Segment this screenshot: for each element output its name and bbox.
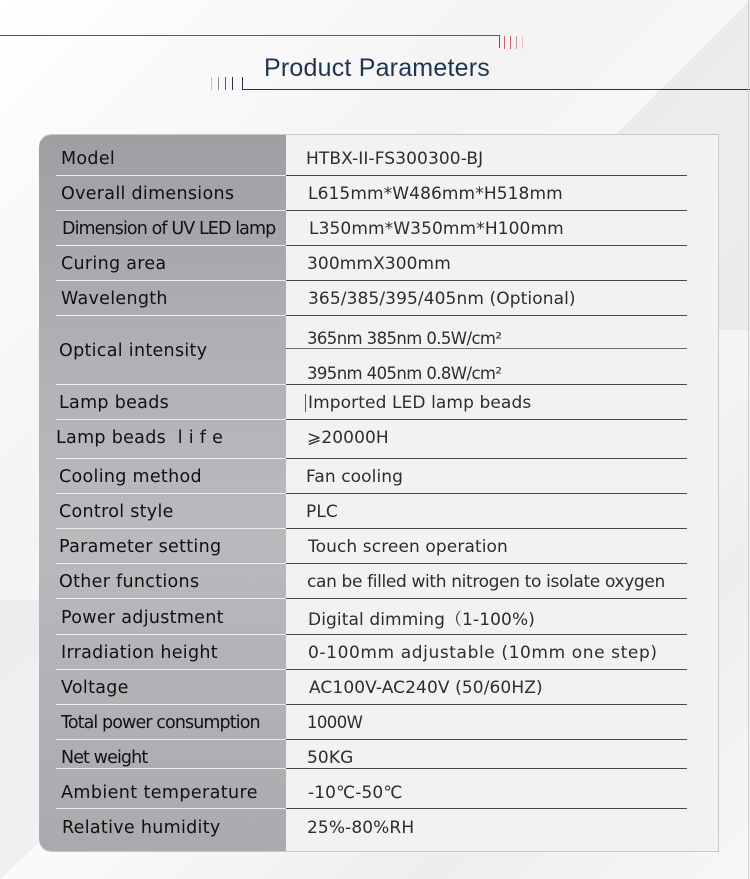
row-label: Curing area [61,253,167,274]
row-label: Lamp beads [59,392,170,413]
row-sub-divider [286,348,687,349]
row-value: 1000W [307,713,363,732]
row-label: Parameter setting [59,536,222,557]
parameters-table [39,134,719,852]
row-label: Total power consumption [61,712,260,733]
row-label: Optical intensity [59,340,208,361]
table-row-total-power [39,705,718,740]
optical-intensity-line-1 [39,321,718,356]
table-row-voltage [39,670,718,705]
row-divider [286,808,687,809]
row-label: Wavelength [61,288,168,309]
row-label: Cooling method [59,466,202,487]
table-row-power-adjustment [39,600,718,635]
table-row-overall-dimensions [39,176,718,211]
row-value: 365/385/395/405nm (Optional) [308,288,576,309]
table-row-other-functions [39,564,718,599]
table-row-uv-lamp-dimension [39,211,718,246]
header-red-rule [0,35,500,36]
row-label: Dimension of UV LED lamp [62,218,276,239]
row-divider [56,598,286,599]
table-row-cooling-method [39,459,718,494]
row-label: Net weight [61,747,148,768]
row-label: Ambient temperature [61,782,258,803]
row-value: L615mm*W486mm*H518mm [308,183,563,204]
table-row-control-style [39,494,718,529]
header-navy-bars [211,77,233,90]
row-divider [56,768,286,769]
table-row-model [39,141,718,176]
row-divider [286,598,687,599]
header-red-tick [499,35,500,48]
row-value [305,385,531,420]
row-divider [286,768,687,769]
row-value: 395nm 405nm 0.8W/cm² [307,364,502,383]
header-navy-rule [242,89,750,90]
row-value: Digital dimming（1-100%) [308,610,535,630]
row-value: 25%-80%RH [307,817,415,838]
page-edge-line [748,0,749,879]
table-row-lamp-beads [39,385,718,420]
table-row-curing-area [39,246,718,281]
header-red-bars [504,36,523,49]
row-value: 365nm 385nm 0.5W/cm² [307,329,502,348]
row-value-text: Imported LED lamp beads [308,392,532,413]
table-row-parameter-setting [39,529,718,564]
row-value: can be filled with nitrogen to isolate oxygen [307,571,665,592]
row-value: ⩾20000H [307,427,389,448]
page-title: Product Parameters [264,54,490,82]
row-value: Touch screen operation [308,536,508,557]
row-label: Overall dimensions [61,183,235,204]
row-label: Relative humidity [62,817,221,838]
row-value: Fan cooling [306,466,404,487]
row-label: Voltage [61,677,129,698]
row-value: L350mm*W350mm*H100mm [309,218,564,239]
table-row-irradiation-height [39,635,718,670]
row-value: HTBX-II-FS300300-BJ [306,148,484,169]
table-row-net-weight [39,740,718,775]
row-label: Power adjustment [61,607,224,628]
row-value: 0-100mm adjustable (10mm one step) [308,642,658,663]
row-label: Other functions [59,571,200,592]
row-label: Irradiation height [61,642,218,663]
table-row-lamp-beads-life [39,420,718,455]
row-value: PLC [306,501,338,522]
row-divider [56,808,286,809]
row-value: -10℃-50℃ [308,782,403,803]
row-value: 300mmX300mm [307,253,451,274]
row-value: AC100V-AC240V (50/60HZ) [309,677,543,698]
table-row-relative-humidity [39,810,718,845]
table-row-ambient-temperature [39,775,718,810]
row-label: Model [61,148,116,169]
row-label: Control style [59,501,174,522]
table-row-wavelength [39,281,718,316]
row-label: Lamp beads l i f e [56,427,224,448]
row-value: 50KG [307,747,354,768]
text-cursor [305,394,306,412]
